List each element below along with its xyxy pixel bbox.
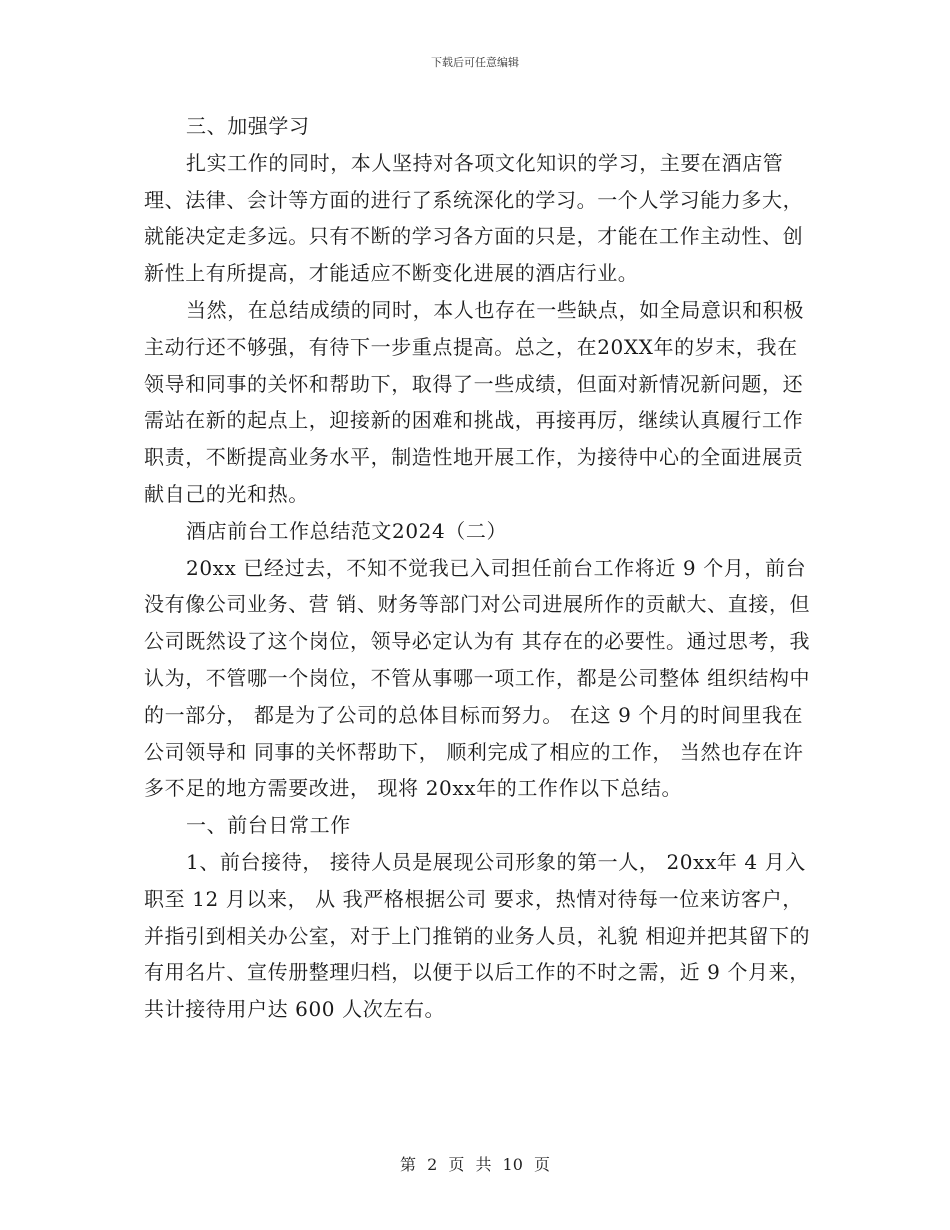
page-header: 下载后可任意编辑 (431, 56, 519, 69)
article-title: 酒店前台工作总结范文2024（二） (186, 518, 508, 543)
document-body (144, 108, 817, 1028)
page-footer: 第 2 页 共 10 页 (400, 1155, 550, 1174)
section-heading-daily-work: 一、前台日常工作 (186, 813, 351, 838)
paragraph-study: 扎实工作的同时，本人坚持对各项文化知识的学习，主要在酒店管理、法律、会计等方面的进行了系统深化的学习。一个人学习能力多大，就能决定走多远。只有不断的学习各方面的只是，才能在工作主动性、创新性上有所提高，才能适应不断变化进展的酒店行业。 (144, 150, 804, 286)
section-heading-study: 三、加强学习 (186, 114, 310, 138)
paragraph-reception: 1、前台接待， 接待人员是展现公司形象的第一人， 20xx年 4 月入职至 12 月以来， 从 我严格根据公司 要求，热情对待每一位来访客户，并指引到相关办公室，对于上门推销的业务人员，礼貌 相迎并把其留下的有用名片、宣传册整理归档，以便于以后工作的不时之需，近 9 个月来， 共计接待用户达 600 人次左右。 (144, 849, 817, 1022)
paragraph-intro: 20xx 已经过去，不知不觉我已入司担任前台工作将近 9 个月，前台没有像公司业务、营 销、财务等部门对公司进展所作的贡献大、直接，但公司既然设了这个岗位，领导必定认为有 其存在的必要性。通过思考，我认为，不管哪一个岗位，不管从事哪一项工作，都是公司整体 组织结构中的一部分， 都是为了公司的总体目标而努力。 在这 9 个月的时间里我在公司领导和 同事的关怀帮助下， 顺利完成了相应的工作， 当然也存在许多不足的地方需要改进， 现将 20xx年的工作作以下总结。 (144, 555, 811, 801)
paragraph-summary: 当然，在总结成绩的同时，本人也存在一些缺点，如全局意识和积极主动行还不够强，有待下一步重点提高。总之，在20XX年的岁末，我在领导和同事的关怀和帮助下，取得了一些成绩，但面对新情况新问题，还需站在新的起点上，迎接新的困难和挑战，再接再厉，继续认真履行工作职责，不断提高业务水平，制造性地开展工作，为接待中心的全面进展贡献自己的光和热。 (144, 297, 804, 506)
